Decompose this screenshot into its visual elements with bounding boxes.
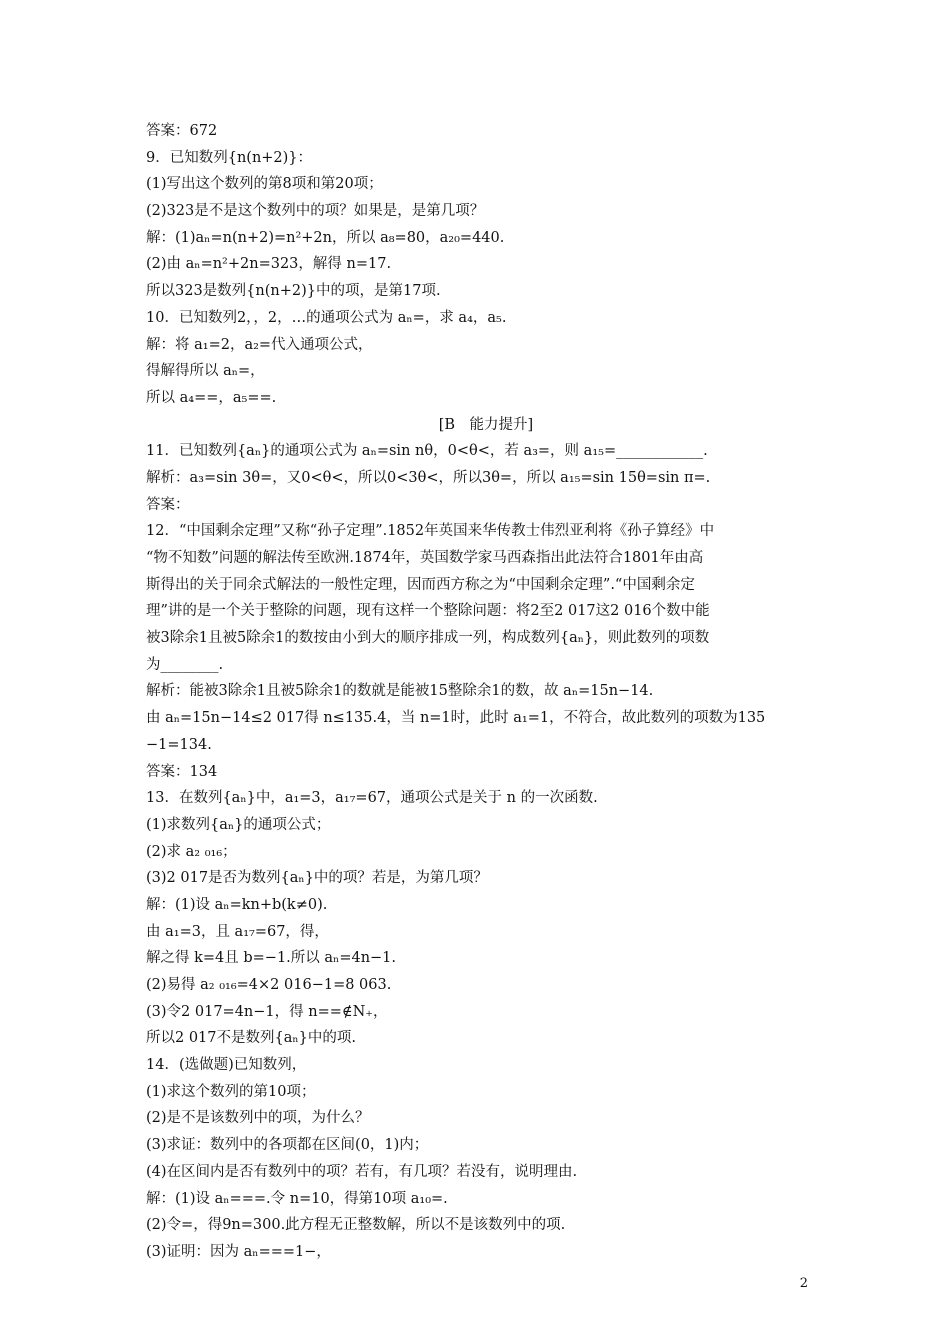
text-line: 解：将 a₁=2，a₂=代入通项公式， [146,336,373,353]
text-line: 解：(1)aₙ=n(n+2)=n²+2n，所以 a₈=80，a₂₀=440. [146,229,505,246]
document-body [146,118,826,1266]
text-line: 12．“中国剩余定理”又称“孙子定理”.1852年英国来华传教士伟烈亚利将《孙子算经》中 [146,523,715,540]
text-line: 被3除余1且被5除余1的数按由小到大的顺序排成一列，构成数列{aₙ}，则此数列的项数 [146,630,710,647]
text-line: 14．(选做题)已知数列， [146,1057,307,1074]
text-line: (2)令=，得9n=300.此方程无正整数解，所以不是该数列中的项. [146,1217,566,1234]
text-line: (2)由 aₙ=n²+2n=323，解得 n=17. [146,256,392,273]
text-line: (3)令2 017=4n−1，得 n==∉N₊， [146,1003,388,1020]
text-line: (3)证明：因为 aₙ===1−， [146,1243,331,1260]
text-line: 由 aₙ=15n−14≤2 017得 n≤135.4，当 n=1时，此时 a₁=1，不符合，故此数列的项数为135 [146,710,766,727]
text-line: 得解得所以 aₙ=， [146,363,265,380]
text-line: 所以323是数列{n(n+2)}中的项，是第17项. [146,283,441,300]
text-line: (1)求数列{aₙ}的通项公式； [146,816,331,833]
text-line: 解：(1)设 aₙ=kn+b(k≠0). [146,896,328,913]
text-line: 13．在数列{aₙ}中，a₁=3，a₁₇=67，通项公式是关于 n 的一次函数. [146,790,598,807]
text-line: “物不知数”问题的解法传至欧洲.1874年，英国数学家马西森指出此法符合1801年由高 [146,550,704,566]
text-line: 答案：672 [146,123,218,139]
text-line: 为________. [146,656,224,673]
text-line: 解之得 k=4且 b=−1.所以 aₙ=4n−1. [146,950,397,967]
text-line: 所以2 017不是数列{aₙ}中的项. [146,1030,356,1047]
section-heading: [B 能力提升] [438,416,534,433]
text-line: (2)是不是该数列中的项，为什么？ [146,1110,370,1127]
text-line: (2)易得 a₂ ₀₁₆=4×2 016−1=8 063. [146,977,392,993]
text-line: (2)323是不是这个数列中的项？如果是，是第几项？ [146,203,485,220]
text-line: 解：(1)设 aₙ===.令 n=10，得第10项 a₁₀=. [146,1190,448,1207]
text-line: (1)写出这个数列的第8项和第20项； [146,176,383,193]
text-line: 由 a₁=3，且 a₁₇=67，得， [146,923,329,940]
text-line: 理”讲的是一个关于整除的问题，现有这样一个整除问题：将2至2 017这2 016个数中能 [146,603,710,620]
text-line: (3)2 017是否为数列{aₙ}中的项？若是，为第几项？ [146,870,488,887]
text-line: −1=134. [146,736,212,753]
text-line: 答案： [146,496,190,513]
text-line: 斯得出的关于同余式解法的一般性定理，因而西方称之为“中国剩余定理”.“中国剩余定 [146,576,695,593]
text-line: 10．已知数列2，，2，…的通项公式为 aₙ=，求 a₄，a₅. [146,309,507,326]
text-line: (1)求这个数列的第10项； [146,1083,316,1100]
text-line: 解析：能被3除余1且被5除余1的数就是能被15整除余1的数，故 aₙ=15n−14. [146,683,654,700]
text-line: (2)求 a₂ ₀₁₆； [146,843,237,860]
text-line: 所以 a₄==，a₅==. [146,389,277,406]
text-line: 11．已知数列{aₙ}的通项公式为 aₙ=sin nθ，0<θ<，若 a₃=，则 a₁₅=____________. [146,443,708,460]
text-line: (3)求证：数列中的各项都在区间(0，1)内； [146,1137,429,1154]
text-line: 解析：a₃=sin 3θ=，又0<θ<，所以0<3θ<，所以3θ=，所以 a₁₅=sin 15θ=sin π=. [146,469,711,486]
text-line: 答案：134 [146,763,218,780]
text-line: 9．已知数列{n(n+2)}： [146,149,313,166]
text-line: (4)在区间内是否有数列中的项？若有，有几项？若没有，说明理由. [146,1163,578,1180]
page-number: 2 [799,1276,808,1291]
